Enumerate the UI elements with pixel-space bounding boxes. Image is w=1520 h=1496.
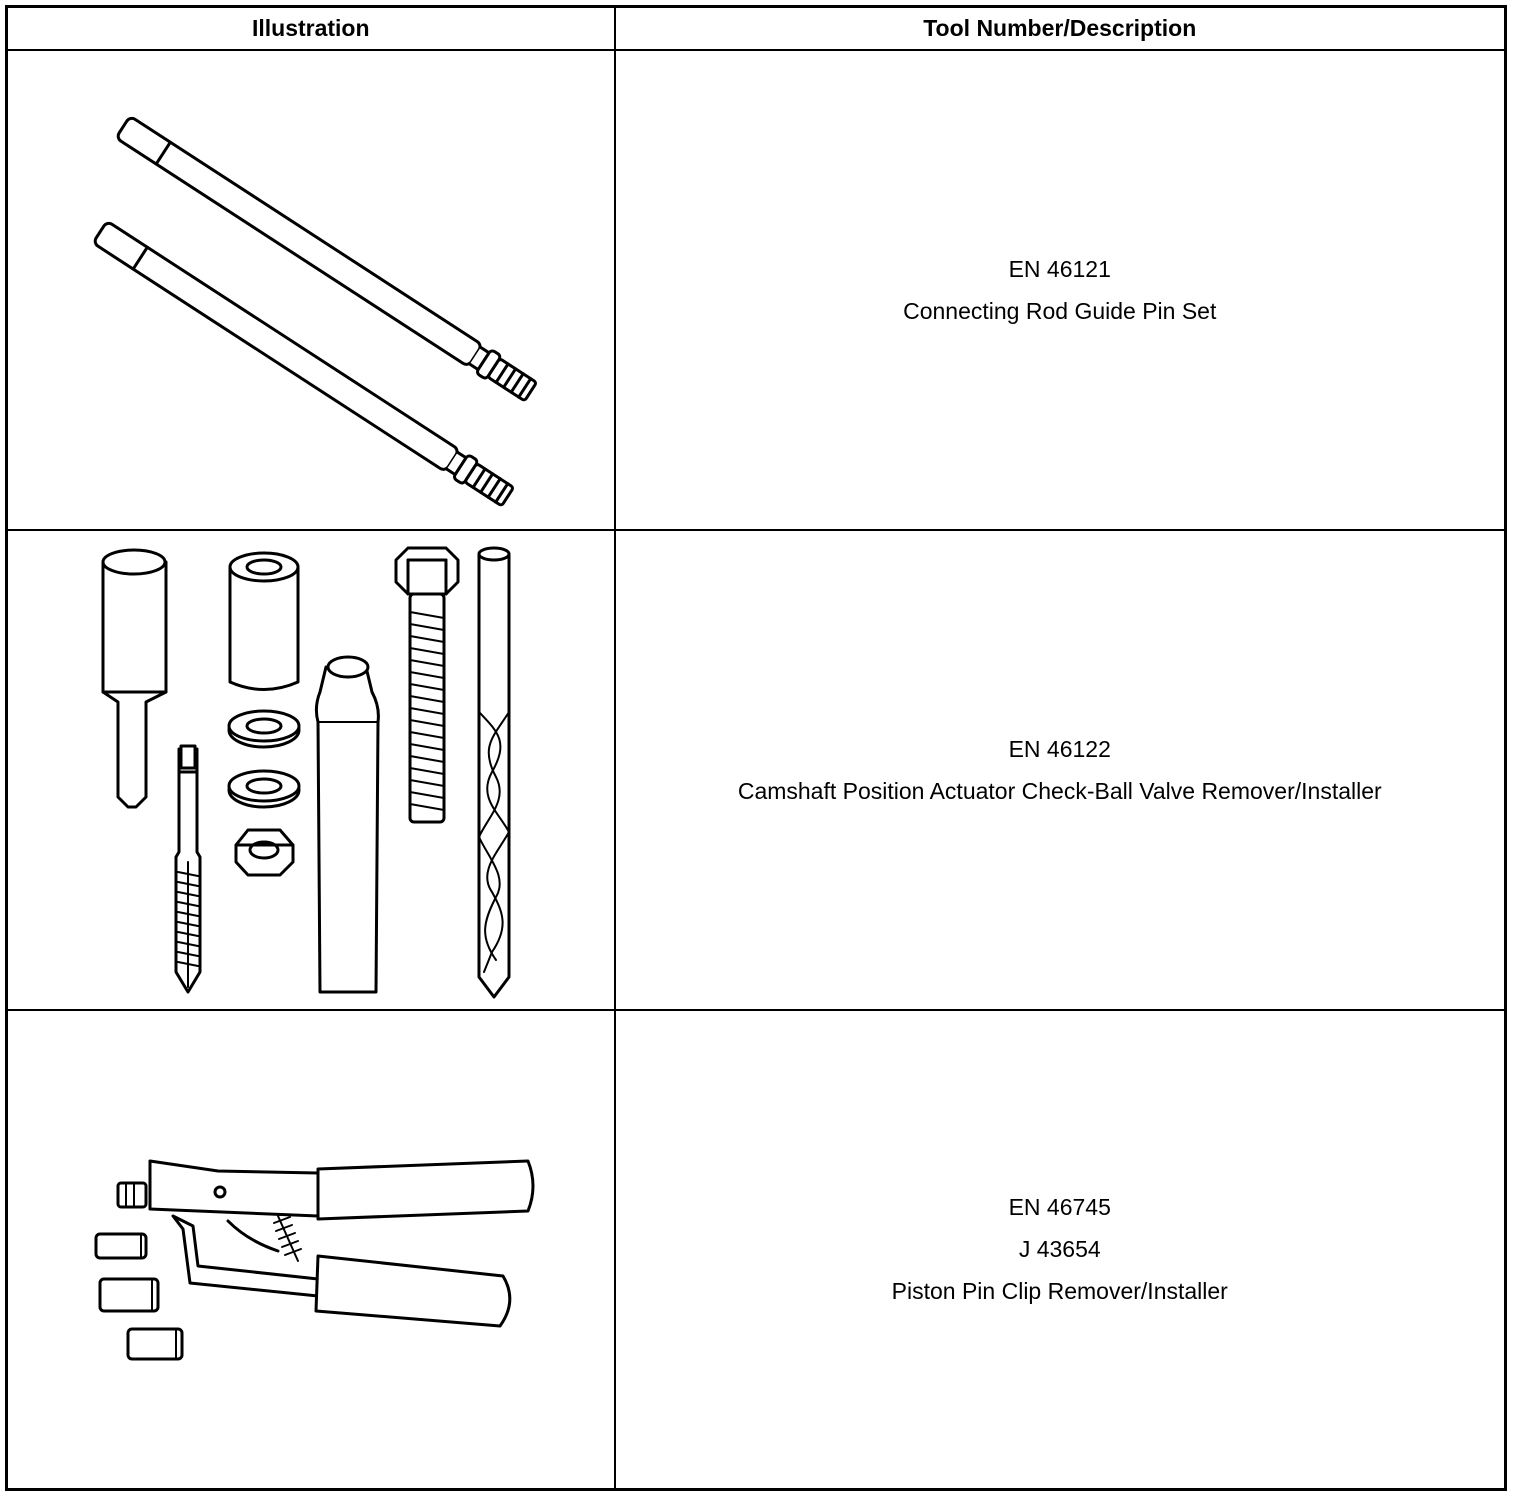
nut [236, 830, 293, 875]
guide-pin-set-drawing [8, 52, 612, 528]
check-ball-valve-kit-drawing [8, 532, 612, 1008]
header-description: Tool Number/Description [615, 7, 1506, 50]
tool-description: Camshaft Position Actuator Check-Ball Valve Remover/Installer [737, 777, 1382, 804]
tool-table [5, 5, 1507, 1491]
pliers [118, 1161, 533, 1326]
tool-description: Piston Pin Clip Remover/Installer [891, 1278, 1228, 1305]
tool-number: EN 46122 [1008, 735, 1111, 762]
tool-number: EN 46121 [1008, 255, 1111, 282]
washer-lower [229, 771, 299, 807]
guide-pin-upper [115, 115, 538, 403]
drill-bit [479, 548, 509, 997]
description-cell [615, 50, 1506, 530]
table-row [7, 530, 1506, 1010]
table-row [7, 50, 1506, 530]
illustration-piston-pin-clip-tool [7, 1010, 615, 1490]
tool-number: EN 46745 [1008, 1194, 1111, 1221]
description-cell [615, 1010, 1506, 1490]
adapter-sleeves [96, 1234, 182, 1359]
header-row [7, 7, 1506, 50]
description-cell [615, 530, 1506, 1010]
tool-number: J 43654 [1018, 1236, 1101, 1263]
bolt [396, 548, 458, 822]
washer-upper [229, 711, 299, 747]
guide-pin-lower [92, 220, 515, 508]
piston-pin-clip-tool-drawing [8, 1011, 612, 1487]
illustration-guide-pin-set [7, 50, 615, 530]
tap [176, 746, 200, 992]
stepped-driver [103, 550, 166, 807]
tool-description: Connecting Rod Guide Pin Set [903, 297, 1217, 324]
table-row [7, 1010, 1506, 1490]
illustration-check-ball-valve-kit [7, 530, 615, 1010]
header-illustration: Illustration [7, 7, 615, 50]
sleeve [230, 553, 298, 690]
grease-tube [316, 657, 378, 992]
